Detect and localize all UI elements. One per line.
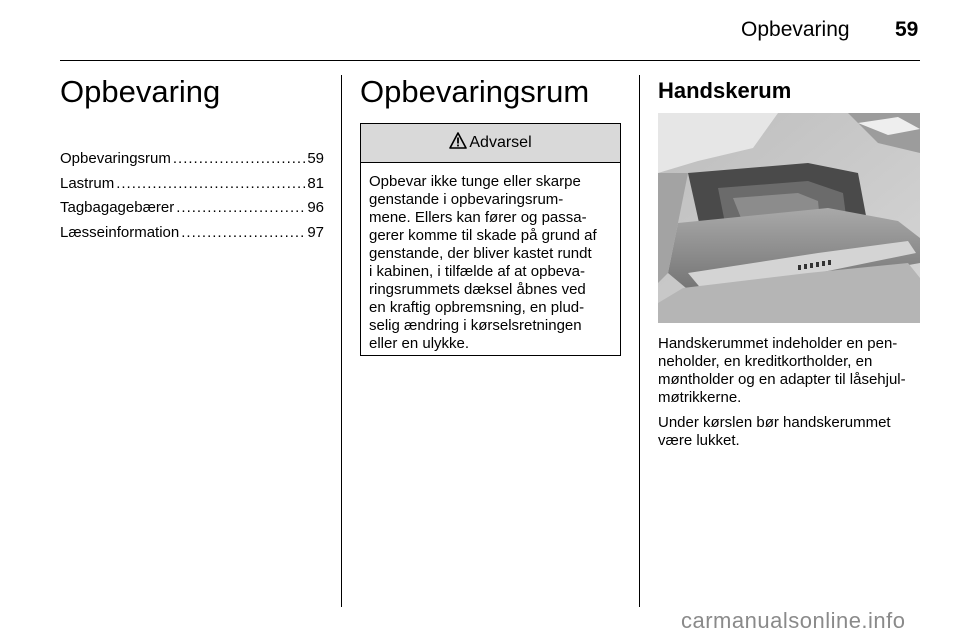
toc-page: 59 (307, 150, 324, 167)
chapter-title: Opbevaring (60, 74, 221, 109)
toc-entry[interactable] (60, 224, 324, 249)
warning-line: selig ændring i kørselsretningen (369, 317, 582, 334)
glovebox-paragraph-1 (658, 335, 928, 407)
body-line: være lukket. (658, 432, 740, 449)
warning-line: ringsrummets dæksel åbnes ved (369, 281, 586, 298)
body-line: møntholder og en adapter til låsehjul- (658, 371, 906, 388)
warning-line: genstande i opbevaringsrum- (369, 191, 564, 208)
toc-page: 81 (307, 174, 324, 192)
toc-leader (176, 199, 305, 216)
page-header-title: Opbevaring (741, 18, 850, 41)
column-divider-right (639, 75, 640, 607)
toc-leader (181, 224, 305, 241)
watermark: carmanualsonline.info (681, 608, 906, 633)
toc-page: 96 (307, 199, 324, 216)
warning-line: mene. Ellers kan fører og passa- (369, 209, 587, 226)
subsection-title: Handskerum (658, 78, 792, 103)
toc-leader (116, 175, 305, 192)
warning-line: gerer komme til skade på grund af (369, 227, 597, 244)
toc-label: Tagbagagebærer (60, 199, 175, 216)
warning-line: i kabinen, i tilfælde af at opbeva- (369, 263, 585, 280)
warning-line: Opbevar ikke tunge eller skarpe (369, 173, 581, 190)
warning-box (360, 123, 621, 356)
toc-page: 97 (307, 223, 324, 241)
warning-text (361, 163, 620, 353)
warning-line: en kraftig opbremsning, en plud- (369, 299, 585, 316)
section-title: Opbevaringsrum (360, 74, 590, 109)
body-line: møtrikkerne. (658, 389, 742, 406)
body-line: Handskerummet indeholder en pen- (658, 335, 898, 352)
column-divider-left (341, 75, 342, 607)
header-rule (60, 60, 920, 61)
toc-entry[interactable] (60, 150, 324, 175)
body-line: neholder, en kreditkortholder, en (658, 353, 873, 370)
warning-line: eller en ulykke. (369, 335, 470, 352)
warning-line: genstande, der bliver kastet rundt (369, 245, 592, 262)
toc-label: Læsseinformation (60, 223, 180, 241)
warning-triangle-icon (449, 132, 467, 154)
toc-leader (173, 150, 305, 167)
glovebox-paragraph-2 (658, 414, 928, 450)
warning-header (361, 124, 620, 163)
toc-entry[interactable] (60, 199, 324, 224)
toc-label: Lastrum (60, 174, 115, 192)
page-number: 59 (895, 18, 919, 41)
toc-label: Opbevaringsrum (60, 150, 171, 167)
body-line: Under kørslen bør handskerummet (658, 414, 891, 431)
warning-heading: Advarsel (469, 134, 532, 151)
table-of-contents (60, 150, 324, 248)
toc-entry[interactable] (60, 175, 324, 200)
glovebox-photo (658, 113, 920, 323)
